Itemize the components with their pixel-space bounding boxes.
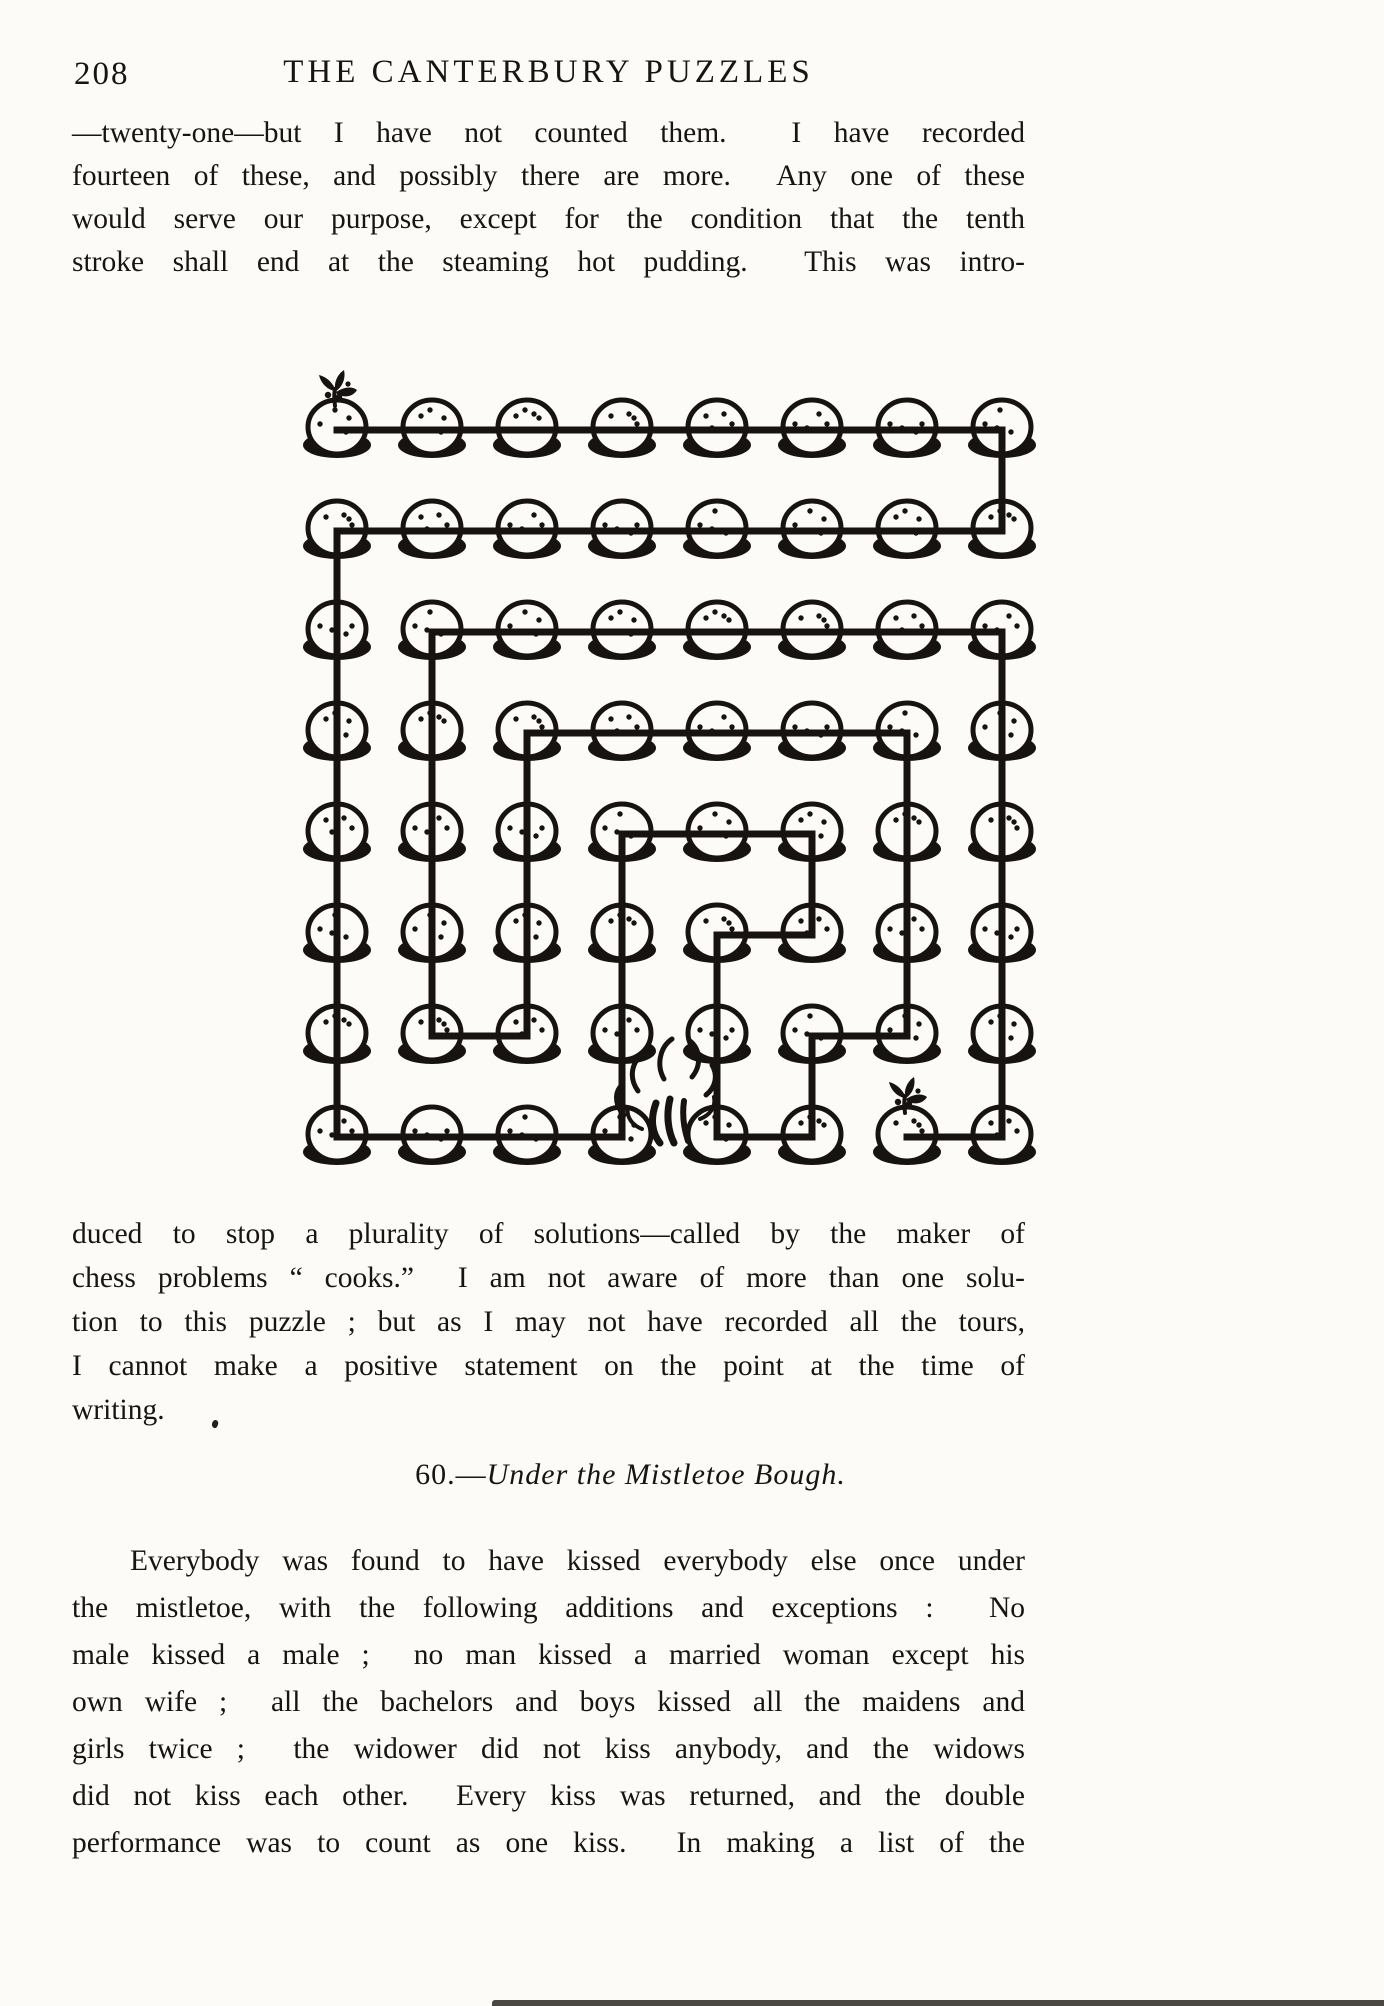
pudding-icon <box>873 703 941 761</box>
pudding-icon <box>968 1107 1036 1165</box>
pudding-icon <box>493 1107 561 1165</box>
pudding-icon <box>398 703 466 761</box>
route-strokes <box>337 430 1002 1137</box>
pudding-icon <box>778 905 846 963</box>
text-line: Everybody was found to have kissed everybody else once under <box>130 1545 1025 1577</box>
pudding-icon <box>303 804 371 862</box>
pudding-icon <box>873 400 941 458</box>
pudding-icon <box>303 703 371 761</box>
text-line: male kissed a male ; no man kissed a married woman except his <box>72 1639 1025 1671</box>
pudding-icon <box>493 905 561 963</box>
pudding-icon <box>683 804 751 862</box>
paragraph-after-figure <box>72 1212 1025 1432</box>
pudding-icon <box>588 905 656 963</box>
pudding-icon <box>683 501 751 559</box>
pudding-icon <box>873 602 941 660</box>
text-line: duced to stop a plurality of solutions—called by the maker of <box>72 1218 1025 1250</box>
paragraph-mistletoe <box>72 1538 1025 1867</box>
steam-icon <box>617 1039 716 1143</box>
pudding-icon <box>588 703 656 761</box>
text-line: performance was to count as one kiss. In making a list of the <box>72 1827 1025 1859</box>
pudding-icon <box>873 804 941 862</box>
running-title: THE CANTERBURY PUZZLES <box>283 54 814 90</box>
pudding-icon <box>778 400 846 458</box>
pudding-icon <box>303 501 371 559</box>
pudding-icon <box>683 602 751 660</box>
pudding-icon <box>968 602 1036 660</box>
pudding-icon <box>398 905 466 963</box>
pudding-icon <box>493 1006 561 1064</box>
text-line: would serve our purpose, except for the condition that the tenth <box>72 203 1025 235</box>
text-line: own wife ; all the bachelors and boys kissed all the maidens and <box>72 1686 1025 1718</box>
text-line: writing. <box>72 1394 165 1426</box>
paragraph-before-figure <box>72 112 1025 284</box>
pudding-icon <box>683 1006 751 1064</box>
pudding-icon <box>398 1006 466 1064</box>
pudding-icon <box>683 905 751 963</box>
pudding-icon <box>588 602 656 660</box>
pudding-icon <box>493 501 561 559</box>
pudding-icon <box>398 602 466 660</box>
section-separator: — <box>455 1458 487 1491</box>
pudding-icon <box>303 1107 371 1165</box>
text-line: the mistletoe, with the following additions and exceptions : No <box>72 1592 1025 1624</box>
pudding-icon <box>683 400 751 458</box>
pudding-icon <box>588 804 656 862</box>
pudding-icon <box>303 400 371 458</box>
pudding-icon <box>778 703 846 761</box>
pudding-icon <box>968 804 1036 862</box>
pudding-icon <box>303 602 371 660</box>
pudding-icon <box>493 400 561 458</box>
text-line: girls twice ; the widower did not kiss anybody, and the widows <box>72 1733 1025 1765</box>
pudding-icon <box>493 703 561 761</box>
holly-sprig-icon <box>319 370 357 406</box>
pudding-icon <box>968 703 1036 761</box>
pudding-icon <box>873 1107 941 1165</box>
pudding-icon <box>968 400 1036 458</box>
pudding-icon <box>778 1107 846 1165</box>
section-title: Under the Mistletoe Bough. <box>486 1458 846 1491</box>
text-line: I cannot make a positive statement on the point at the time of <box>72 1350 1025 1382</box>
pudding-icon <box>968 1006 1036 1064</box>
holly-sprig-icon <box>889 1077 927 1113</box>
pudding-icon <box>683 1107 751 1165</box>
text-line: tion to this puzzle ; but as I may not have recorded all the tours, <box>72 1306 1025 1338</box>
pudding-icon <box>968 905 1036 963</box>
pudding-icon <box>398 400 466 458</box>
pudding-icon <box>778 602 846 660</box>
pudding-icon <box>873 1006 941 1064</box>
pudding-icon <box>493 804 561 862</box>
pudding-icon <box>588 501 656 559</box>
pudding-icon <box>588 1107 656 1165</box>
text-line: did not kiss each other. Every kiss was returned, and the double <box>72 1780 1025 1812</box>
pudding-icon <box>873 501 941 559</box>
pudding-icon <box>683 703 751 761</box>
page-number: 208 <box>74 56 130 92</box>
pudding-icon <box>873 905 941 963</box>
section-number: 60. <box>415 1458 456 1491</box>
pudding-icon <box>493 602 561 660</box>
scan-edge-artifact <box>492 2000 1384 2006</box>
text-line: chess problems “ cooks.” I am not aware of more than one solu- <box>72 1262 1025 1294</box>
pudding-icon <box>588 400 656 458</box>
section-heading <box>154 1458 1107 1492</box>
pudding-icon <box>398 1107 466 1165</box>
pudding-icon <box>778 1006 846 1064</box>
text-line: stroke shall end at the steaming hot pudding. This was intro- <box>72 246 1025 278</box>
pudding-icon <box>303 905 371 963</box>
text-line: —twenty-one—but I have not counted them. I have recorded <box>72 117 1025 149</box>
pudding-icon <box>398 501 466 559</box>
text-line: fourteen of these, and possibly there are more. Any one of these <box>72 160 1025 192</box>
pudding-icon <box>588 1006 656 1064</box>
pudding-icon <box>968 501 1036 559</box>
pudding-icon <box>778 804 846 862</box>
pudding-icon <box>778 501 846 559</box>
pudding-icon <box>398 804 466 862</box>
pudding-icon <box>303 1006 371 1064</box>
